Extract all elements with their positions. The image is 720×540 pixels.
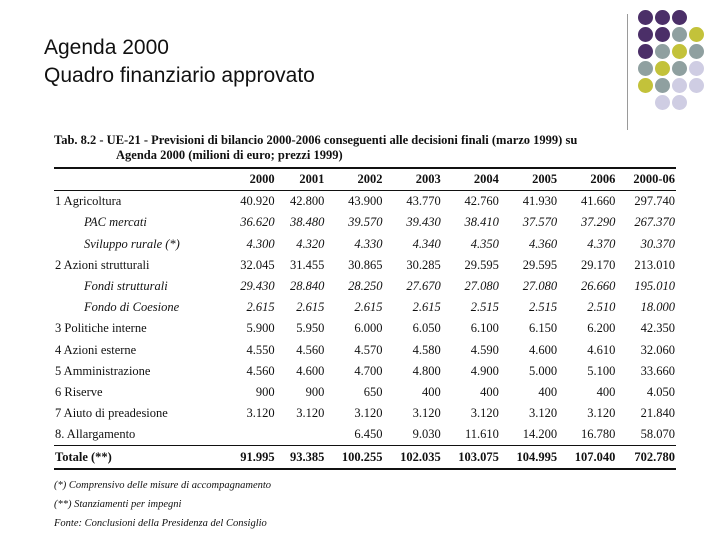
- cell-value: 21.840: [640, 406, 675, 421]
- cell-value: 4.700: [354, 363, 383, 378]
- column-header-label: [54, 169, 226, 191]
- cell-value: 29.170: [580, 257, 616, 272]
- cell-value: 3.120: [529, 406, 558, 421]
- cell-value: 267.370: [634, 215, 675, 230]
- decorative-dot: [638, 27, 653, 42]
- table-caption-line1: Tab. 8.2 - UE-21 - Previsioni di bilancio 2000-2006 conseguenti alle decisioni finali (marzo 1999) su: [54, 133, 578, 147]
- cell-value: 5.100: [587, 363, 616, 378]
- slide-title: [44, 34, 315, 90]
- total-value: 107.040: [558, 446, 616, 469]
- cell-value: 2.615: [246, 300, 275, 315]
- cell-value: 36.620: [240, 215, 275, 230]
- cell-value: 5.950: [296, 321, 325, 336]
- cell-value: 30.865: [348, 257, 383, 272]
- table-caption: [54, 133, 676, 163]
- cell-value: 6.450: [354, 427, 383, 442]
- cell-value: 40.920: [240, 194, 275, 209]
- cell-value: 3.120: [412, 406, 441, 421]
- decorative-dot: [638, 10, 653, 25]
- cell-value: 2.615: [412, 300, 441, 315]
- cell-value: 400: [480, 384, 499, 399]
- column-header: 2000-06: [616, 169, 676, 191]
- decorative-dot: [655, 27, 670, 42]
- cell-value: 4.370: [587, 236, 616, 251]
- cell-value: 3.120: [354, 406, 383, 421]
- cell-value: 6.200: [587, 321, 616, 336]
- cell-value: 2.515: [470, 300, 499, 315]
- table-row: [54, 382, 676, 403]
- decorative-dot: [672, 95, 687, 110]
- cell-value: 38.480: [289, 215, 325, 230]
- column-header: 2002: [325, 169, 383, 191]
- table-row: [54, 191, 676, 213]
- cell-value: 16.780: [580, 427, 616, 442]
- cell-value: 5.900: [246, 321, 275, 336]
- decorative-dot: [672, 78, 687, 93]
- cell-value: 32.045: [240, 257, 275, 272]
- row-label: 3 Politiche interne: [55, 321, 147, 336]
- decorative-dot: [655, 78, 670, 93]
- table-total-row: [54, 446, 676, 469]
- decorative-dot: [672, 10, 687, 25]
- cell-value: 43.900: [348, 194, 383, 209]
- cell-value: 41.660: [580, 194, 616, 209]
- cell-value: 31.455: [289, 257, 325, 272]
- cell-value: 297.740: [634, 194, 675, 209]
- cell-value: 37.570: [522, 215, 558, 230]
- table-note: (**) Stanziamenti per impegni: [54, 498, 182, 510]
- cell-value: [276, 424, 326, 446]
- cell-value: 41.930: [522, 194, 558, 209]
- cell-value: 650: [363, 384, 383, 399]
- decorative-dot: [689, 61, 704, 76]
- cell-value: 3.120: [246, 406, 275, 421]
- cell-value: 5.000: [529, 363, 558, 378]
- decorative-dot: [655, 61, 670, 76]
- total-value: 93.385: [276, 446, 326, 469]
- cell-value: 18.000: [640, 300, 675, 315]
- cell-value: 4.300: [246, 236, 275, 251]
- cell-value: 400: [421, 384, 441, 399]
- table-row: [54, 234, 676, 255]
- column-header: 2001: [276, 169, 326, 191]
- table-row: [54, 361, 676, 382]
- cell-value: 4.360: [529, 236, 558, 251]
- column-header: 2000: [226, 169, 276, 191]
- cell-value: 28.840: [289, 279, 325, 294]
- cell-value: 6.050: [412, 321, 441, 336]
- cell-value: 30.285: [406, 257, 441, 272]
- cell-value: 213.010: [634, 257, 675, 272]
- table-row: [54, 424, 676, 446]
- cell-value: 4.330: [354, 236, 383, 251]
- total-label: Totale (**): [54, 446, 226, 469]
- cell-value: 4.600: [296, 363, 325, 378]
- cell-value: 400: [596, 384, 616, 399]
- total-value: 102.035: [384, 446, 442, 469]
- cell-value: 27.080: [522, 279, 558, 294]
- cell-value: [226, 424, 276, 446]
- row-label: 2 Azioni strutturali: [55, 257, 150, 272]
- decorative-divider: [627, 14, 628, 130]
- row-label: 4 Azioni esterne: [55, 342, 137, 357]
- cell-value: 4.350: [470, 236, 499, 251]
- cell-value: 2.615: [354, 300, 383, 315]
- total-value: 100.255: [325, 446, 383, 469]
- cell-value: 4.050: [646, 384, 675, 399]
- table-row: [54, 403, 676, 424]
- cell-value: 9.030: [412, 427, 441, 442]
- slide-title-line1: Agenda 2000: [44, 36, 169, 59]
- cell-value: 2.515: [529, 300, 558, 315]
- decorative-dot: [689, 27, 704, 42]
- budget-table: [54, 169, 676, 470]
- cell-value: 29.595: [522, 257, 558, 272]
- total-value: 103.075: [442, 446, 500, 469]
- column-header: 2006: [558, 169, 616, 191]
- cell-value: 14.200: [522, 427, 558, 442]
- cell-value: 4.800: [412, 363, 441, 378]
- decorative-dot: [689, 44, 704, 59]
- cell-value: 900: [255, 384, 275, 399]
- table-row: [54, 318, 676, 339]
- cell-value: 400: [538, 384, 558, 399]
- decorative-dot: [638, 61, 653, 76]
- column-header: 2003: [384, 169, 442, 191]
- row-label: Sviluppo rurale (*): [84, 236, 180, 251]
- cell-value: 4.900: [470, 363, 499, 378]
- cell-value: 2.615: [296, 300, 325, 315]
- cell-value: 4.610: [587, 342, 616, 357]
- table-notes: [54, 476, 676, 533]
- cell-value: 42.350: [640, 321, 675, 336]
- scanned-table: [54, 133, 676, 533]
- decorative-dot-grid: [638, 10, 706, 112]
- slide-title-line2: Quadro finanziario approvato: [44, 64, 315, 87]
- decorative-dot: [655, 10, 670, 25]
- cell-value: 58.070: [640, 427, 675, 442]
- table-row: [54, 276, 676, 297]
- decorative-dot: [672, 61, 687, 76]
- cell-value: 43.770: [406, 194, 441, 209]
- decorative-dot: [689, 78, 704, 93]
- cell-value: 4.340: [412, 236, 441, 251]
- cell-value: 4.600: [529, 342, 558, 357]
- row-label: PAC mercati: [84, 215, 147, 230]
- cell-value: 27.080: [464, 279, 499, 294]
- cell-value: 42.800: [289, 194, 325, 209]
- column-header: 2005: [500, 169, 558, 191]
- table-row: [54, 255, 676, 276]
- table-row: [54, 340, 676, 361]
- decorative-dot: [638, 78, 653, 93]
- cell-value: 6.000: [354, 321, 383, 336]
- cell-value: 4.560: [296, 342, 325, 357]
- cell-value: 4.320: [296, 236, 325, 251]
- cell-value: 32.060: [640, 342, 675, 357]
- decorative-dot: [655, 44, 670, 59]
- table-row: [54, 297, 676, 318]
- cell-value: 2.510: [587, 300, 616, 315]
- cell-value: 3.120: [587, 406, 616, 421]
- table-note: (*) Comprensivo delle misure di accompagnamento: [54, 479, 272, 491]
- cell-value: 33.660: [640, 363, 675, 378]
- decorative-dot: [672, 27, 687, 42]
- table-note: Fonte: Conclusioni della Presidenza del Consiglio: [54, 517, 267, 529]
- row-label: 6 Riserve: [55, 384, 103, 399]
- table-row: [54, 212, 676, 233]
- table-header-row: [54, 169, 676, 191]
- decorative-dot: [672, 44, 687, 59]
- total-value: 104.995: [500, 446, 558, 469]
- decorative-dot: [689, 95, 704, 110]
- cell-value: 3.120: [470, 406, 499, 421]
- cell-value: 4.560: [246, 363, 275, 378]
- row-label: 7 Aiuto di preadesione: [55, 406, 168, 421]
- cell-value: 4.590: [470, 342, 499, 357]
- row-label: 8. Allargamento: [55, 427, 136, 442]
- decorative-dot: [638, 44, 653, 59]
- cell-value: 6.150: [529, 321, 558, 336]
- row-label: Fondi strutturali: [84, 279, 168, 294]
- cell-value: 27.670: [406, 279, 441, 294]
- row-label: 1 Agricoltura: [55, 194, 122, 209]
- column-header: 2004: [442, 169, 500, 191]
- cell-value: 195.010: [634, 279, 675, 294]
- cell-value: 4.570: [354, 342, 383, 357]
- cell-value: 29.595: [464, 257, 499, 272]
- cell-value: 29.430: [240, 279, 275, 294]
- cell-value: 37.290: [580, 215, 616, 230]
- cell-value: 4.580: [412, 342, 441, 357]
- decorative-dot: [689, 10, 704, 25]
- cell-value: 3.120: [296, 406, 325, 421]
- cell-value: 39.570: [348, 215, 383, 230]
- cell-value: 900: [305, 384, 325, 399]
- cell-value: 26.660: [580, 279, 616, 294]
- total-value: 91.995: [226, 446, 276, 469]
- cell-value: 30.370: [640, 236, 675, 251]
- row-label: Fondo di Coesione: [84, 300, 180, 315]
- decorative-dot: [638, 95, 653, 110]
- cell-value: 4.550: [246, 342, 275, 357]
- cell-value: 11.610: [465, 427, 499, 442]
- total-value: 702.780: [616, 446, 676, 469]
- decorative-dot: [655, 95, 670, 110]
- row-label: 5 Amministrazione: [55, 363, 151, 378]
- table-caption-line2: Agenda 2000 (milioni di euro; prezzi 1999): [116, 148, 343, 162]
- cell-value: 28.250: [348, 279, 383, 294]
- cell-value: 38.410: [464, 215, 499, 230]
- cell-value: 42.760: [464, 194, 499, 209]
- cell-value: 6.100: [470, 321, 499, 336]
- cell-value: 39.430: [406, 215, 441, 230]
